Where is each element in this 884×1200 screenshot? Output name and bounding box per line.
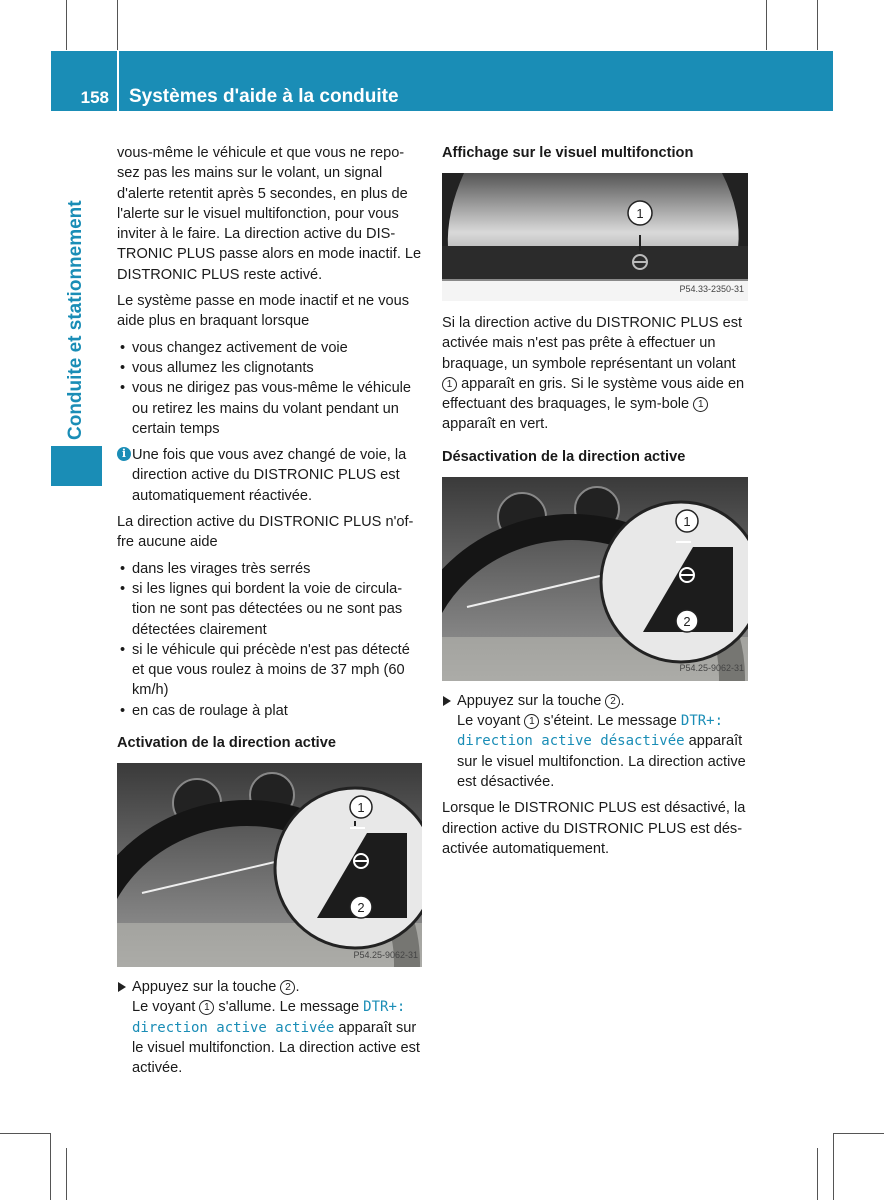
step-text: Le voyant	[132, 999, 196, 1016]
marker-1-icon: 1	[199, 1000, 214, 1015]
section-heading: Désactivation de la direction active	[442, 448, 686, 465]
list-item: • dans les virages très serrés	[117, 559, 425, 579]
multifunction-display-figure	[442, 173, 748, 301]
marker-1-icon: 1	[524, 714, 539, 729]
steering-wheel-figure	[117, 763, 422, 967]
step-text: Le voyant	[457, 713, 521, 730]
list-item: • vous allumez les clignotants	[117, 358, 425, 378]
section-tab	[51, 446, 102, 486]
marker-1: 1	[683, 513, 691, 529]
instruction-step: Appuyez sur la touche 2 . Le voyant 1 s'éteint. Le message DTR+: direction active désactivée apparaît sur le visuel multifonction. La direction active est désactivée.	[442, 691, 748, 792]
step-arrow-icon	[118, 982, 126, 992]
bullet-list	[117, 338, 425, 439]
list-item: • en cas de roulage à plat	[117, 701, 425, 721]
marker-1: 1	[357, 800, 365, 816]
instruction-step: Appuyez sur la touche 2 . Le voyant 1 s'allume. Le message DTR+: direction active activée apparaît sur le visuel multifonction. La direction active est activée.	[117, 977, 425, 1078]
note-text: Une fois que vous avez changé de voie, la direction active du DISTRONIC PLUS est automatiquement réactivée.	[132, 447, 407, 504]
display-message: DTR+: direction active désactivée	[457, 713, 724, 750]
section-label: Conduite et stationnement	[65, 200, 86, 440]
info-icon: i	[117, 447, 131, 461]
header-separator	[117, 51, 119, 111]
section-heading: Activation de la direction active	[117, 735, 336, 752]
step-text: apparaît sur le visuel multifonction. La direction active est désactivée.	[457, 733, 746, 790]
figure-code: P54.33-2350-31	[679, 283, 744, 294]
list-item: • vous ne dirigez pas vous-même le véhicule ou retirez les mains du volant pendant un certain temps	[117, 378, 425, 439]
steering-wheel-figure	[442, 477, 748, 681]
page-title: Systèmes d'aide à la conduite	[129, 86, 399, 107]
step-arrow-icon	[443, 696, 451, 706]
marker-1-icon: 1	[442, 377, 457, 392]
paragraph	[442, 313, 748, 435]
paragraph: La direction active du DISTRONIC PLUS n'of-fre aucune aide	[117, 514, 414, 551]
left-column	[117, 143, 425, 1085]
marker-2: 2	[357, 900, 365, 916]
info-note	[117, 445, 425, 506]
section-sidebar	[51, 130, 102, 486]
right-column	[442, 143, 748, 865]
figure-code: P54.25-9062-31	[679, 663, 744, 674]
text: apparaît en gris. Si le système vous aide en effectuant des braquages, le sym-bole	[442, 375, 745, 413]
step-text: s'allume. Le message	[218, 999, 360, 1016]
marker-2-icon: 2	[280, 980, 295, 995]
page-number: 158	[80, 88, 109, 107]
text: apparaît en vert.	[442, 416, 549, 433]
bullet-list	[117, 559, 425, 721]
paragraph: vous-même le véhicule et que vous ne repo-sez pas les mains sur le volant, un signal d'alerte retentit après 5 secondes, en plus de l'alerte sur le visuel multifonction, pour vous inviter à le faire. La direction active du DIS-TRONIC PLUS passe alors en mode inactif. Le DISTRONIC PLUS reste activé.	[117, 145, 422, 283]
marker-2-icon: 2	[605, 694, 620, 709]
step-action: Appuyez sur la touche	[132, 979, 277, 996]
step-text: apparaît sur le visuel multifonction. La direction active est activée.	[132, 1019, 420, 1077]
list-item: • si les lignes qui bordent la voie de circula-tion ne sont pas détectées ou ne sont pas détectées clairement	[117, 579, 425, 640]
list-item: • si le véhicule qui précède n'est pas détecté et que vous roulez à moins de 37 mph (60 km/h)	[117, 640, 425, 701]
marker-1-icon: 1	[693, 397, 708, 412]
text: Si la direction active du DISTRONIC PLUS est activée mais n'est pas prête à effectuer un braquage, un symbole représentant un volant	[442, 315, 743, 372]
list-item: • vous changez activement de voie	[117, 338, 425, 358]
step-text: s'éteint. Le message	[543, 713, 677, 730]
paragraph: Lorsque le DISTRONIC PLUS est désactivé, la direction active du DISTRONIC PLUS est dés-activée automatiquement.	[442, 800, 746, 857]
section-heading: Affichage sur le visuel multifonction	[442, 145, 694, 161]
figure-code: P54.25-9062-31	[353, 949, 418, 960]
step-action: Appuyez sur la touche	[457, 692, 602, 709]
display-message: DTR+: direction active activée	[132, 999, 406, 1036]
marker-1: 1	[636, 206, 644, 221]
paragraph: Le système passe en mode inactif et ne vous aide plus en braquant lorsque	[117, 293, 410, 330]
page-header	[51, 51, 833, 111]
marker-2: 2	[683, 613, 691, 629]
